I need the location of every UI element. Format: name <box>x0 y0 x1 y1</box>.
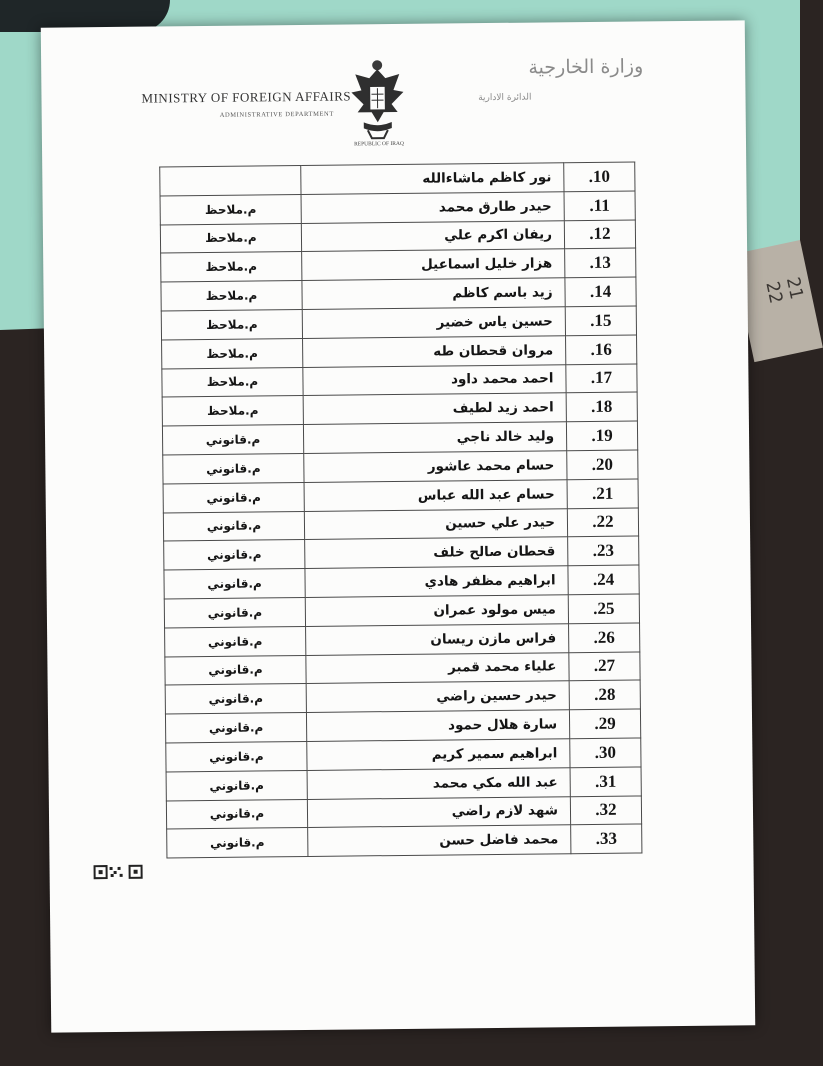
row-name-cell: ميس مولود عمران <box>305 595 568 627</box>
row-name-cell: ابراهيم مظفر هادي <box>305 566 568 598</box>
row-name-cell: وليد خالد ناجي <box>303 422 566 454</box>
row-number-cell: .27 <box>569 652 640 682</box>
row-title-cell: م.قانوني <box>164 569 305 599</box>
row-name-cell: حيدر حسين راضي <box>306 681 569 713</box>
row-number-cell: .25 <box>568 594 639 624</box>
row-title-cell: م.ملاحظ <box>162 367 303 397</box>
department-title-ar: الدائرة الادارية <box>478 92 532 104</box>
row-number-cell: .24 <box>568 565 639 595</box>
row-title-cell <box>160 165 301 195</box>
row-number-cell: .29 <box>569 709 640 739</box>
row-number-cell: .30 <box>570 738 641 768</box>
row-name-cell: احمد محمد داود <box>303 364 566 396</box>
row-number-cell: .28 <box>569 680 640 710</box>
row-title-cell: م.قانوني <box>164 597 305 627</box>
row-name-cell: سارة هلال حمود <box>306 710 569 742</box>
row-number-cell: .31 <box>570 767 641 797</box>
row-title-cell: م.ملاحظ <box>161 281 302 311</box>
row-title-cell: م.قانوني <box>163 482 304 512</box>
row-name-cell: ريفان اكرم علي <box>301 220 564 252</box>
ministry-title-ar: وزارة الخارجية <box>528 55 644 79</box>
row-title-cell: م.قانوني <box>165 655 306 685</box>
row-title-cell: م.ملاحظ <box>161 309 302 339</box>
row-name-cell: حيدر طارق محمد <box>301 192 564 224</box>
row-name-cell: مروان قحطان طه <box>303 336 566 368</box>
row-name-cell: زيد باسم كاظم <box>302 278 565 310</box>
row-name-cell: محمد فاضل حسن <box>308 825 571 857</box>
row-title-cell: م.ملاحظ <box>162 338 303 368</box>
row-title-cell: م.قانوني <box>165 626 306 656</box>
names-table <box>159 161 642 858</box>
row-title-cell: م.ملاحظ <box>162 396 303 426</box>
row-title-cell: م.ملاحظ <box>161 252 302 282</box>
ministry-title-en: MINISTRY OF FOREIGN AFFAIRS <box>141 88 352 106</box>
row-title-cell: م.قانوني <box>163 511 304 541</box>
row-name-cell: حسين ياس خضير <box>302 307 565 339</box>
department-title-en: ADMINISTRATIVE DEPARTMENT <box>219 110 334 119</box>
row-number-cell: .13 <box>565 248 636 278</box>
row-number-cell: .11 <box>564 191 635 221</box>
row-name-cell: عبد الله مكي محمد <box>307 767 570 799</box>
row-number-cell: .26 <box>569 623 640 653</box>
row-title-cell: م.قانوني <box>166 741 307 771</box>
row-name-cell: ابراهيم سمير كريم <box>307 739 570 771</box>
row-name-cell: فراس مازن ريسان <box>306 623 569 655</box>
row-title-cell: م.قانوني <box>166 770 307 800</box>
table-row <box>167 824 642 858</box>
row-number-cell: .15 <box>565 306 636 336</box>
row-number-cell: .20 <box>567 450 638 480</box>
row-title-cell: م.ملاحظ <box>160 223 301 253</box>
row-number-cell: .33 <box>571 824 642 854</box>
row-title-cell: م.قانوني <box>162 425 303 455</box>
row-number-cell: .22 <box>567 508 638 538</box>
row-title-cell: م.قانوني <box>166 799 307 829</box>
emblem-caption: REPUBLIC OF IRAQ <box>354 140 404 148</box>
row-name-cell: قحطان صالح خلف <box>305 537 568 569</box>
row-name-cell: حسام محمد عاشور <box>304 451 567 483</box>
row-title-cell: م.قانوني <box>164 540 305 570</box>
row-title-cell: م.قانوني <box>165 684 306 714</box>
ruler-marks: 21 22 <box>761 275 807 306</box>
row-number-cell: .18 <box>566 392 637 422</box>
row-name-cell: حسام عبد الله عباس <box>304 479 567 511</box>
row-name-cell: هزار خليل اسماعيل <box>302 249 565 281</box>
row-title-cell: م.قانوني <box>163 453 304 483</box>
row-name-cell: نور كاظم ماشاءالله <box>301 163 564 195</box>
row-name-cell: شهد لازم راضي <box>307 796 570 828</box>
row-number-cell: .17 <box>566 364 637 394</box>
row-name-cell: حيدر علي حسين <box>304 508 567 540</box>
row-number-cell: .14 <box>565 277 636 307</box>
row-title-cell: م.قانوني <box>165 713 306 743</box>
row-name-cell: احمد زيد لطيف <box>303 393 566 425</box>
document-page <box>41 20 755 1032</box>
row-number-cell: .16 <box>566 335 637 365</box>
qr-code-icon <box>94 865 144 880</box>
row-title-cell: م.قانوني <box>167 828 308 858</box>
row-number-cell: .19 <box>566 421 637 451</box>
row-number-cell: .21 <box>567 479 638 509</box>
row-number-cell: .12 <box>564 220 635 250</box>
row-number-cell: .10 <box>564 162 635 192</box>
row-title-cell: م.ملاحظ <box>160 194 301 224</box>
row-number-cell: .32 <box>570 795 641 825</box>
row-number-cell: .23 <box>568 536 639 566</box>
eagle-emblem-icon <box>347 56 408 153</box>
row-name-cell: علياء محمد قمبر <box>306 652 569 684</box>
